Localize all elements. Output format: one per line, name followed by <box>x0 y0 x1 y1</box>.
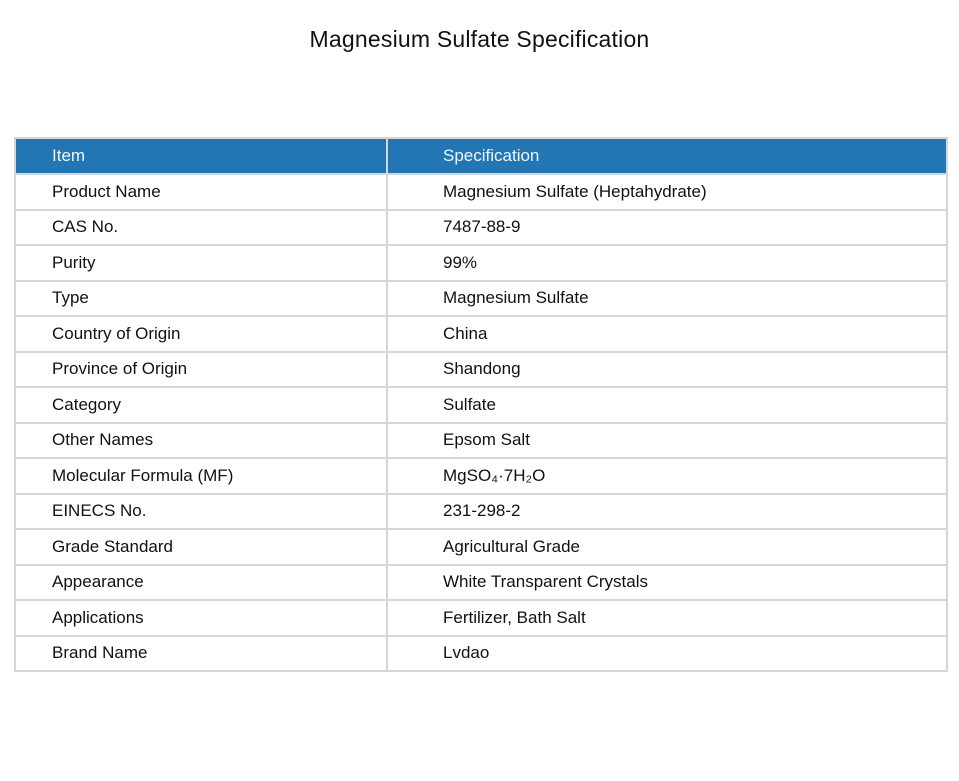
item-cell: EINECS No. <box>15 494 387 530</box>
spec-cell: Agricultural Grade <box>387 529 947 565</box>
item-cell: Applications <box>15 600 387 636</box>
table-row <box>15 316 947 352</box>
item-cell: Purity <box>15 245 387 281</box>
spec-cell: Shandong <box>387 352 947 388</box>
spec-cell: White Transparent Crystals <box>387 565 947 601</box>
spec-cell: Epsom Salt <box>387 423 947 459</box>
column-header-item: Item <box>15 138 387 174</box>
table-row <box>15 636 947 672</box>
table-row <box>15 529 947 565</box>
spec-cell: 231-298-2 <box>387 494 947 530</box>
spec-cell: Lvdao <box>387 636 947 672</box>
column-header-specification: Specification <box>387 138 947 174</box>
item-cell: Brand Name <box>15 636 387 672</box>
table-row <box>15 174 947 210</box>
spec-cell: China <box>387 316 947 352</box>
item-cell: Molecular Formula (MF) <box>15 458 387 494</box>
spec-cell: Sulfate <box>387 387 947 423</box>
item-cell: Country of Origin <box>15 316 387 352</box>
item-cell: Grade Standard <box>15 529 387 565</box>
table-row <box>15 423 947 459</box>
table-row <box>15 458 947 494</box>
item-cell: Type <box>15 281 387 317</box>
page-title: Magnesium Sulfate Specification <box>309 26 650 53</box>
table-row <box>15 210 947 246</box>
table-row <box>15 352 947 388</box>
table-row <box>15 494 947 530</box>
item-cell: Other Names <box>15 423 387 459</box>
item-cell: Province of Origin <box>15 352 387 388</box>
spec-cell: MgSO₄·7H₂O <box>387 458 947 494</box>
item-cell: Appearance <box>15 565 387 601</box>
item-cell: CAS No. <box>15 210 387 246</box>
item-cell: Category <box>15 387 387 423</box>
table-header-row <box>15 138 947 174</box>
table-row <box>15 565 947 601</box>
table-row <box>15 281 947 317</box>
item-cell: Product Name <box>15 174 387 210</box>
spec-cell: 99% <box>387 245 947 281</box>
specification-table <box>14 137 948 672</box>
table-row <box>15 245 947 281</box>
table-row <box>15 600 947 636</box>
spec-cell: Magnesium Sulfate <box>387 281 947 317</box>
spec-cell: 7487-88-9 <box>387 210 947 246</box>
spec-cell: Magnesium Sulfate (Heptahydrate) <box>387 174 947 210</box>
table-row <box>15 387 947 423</box>
spec-cell: Fertilizer, Bath Salt <box>387 600 947 636</box>
